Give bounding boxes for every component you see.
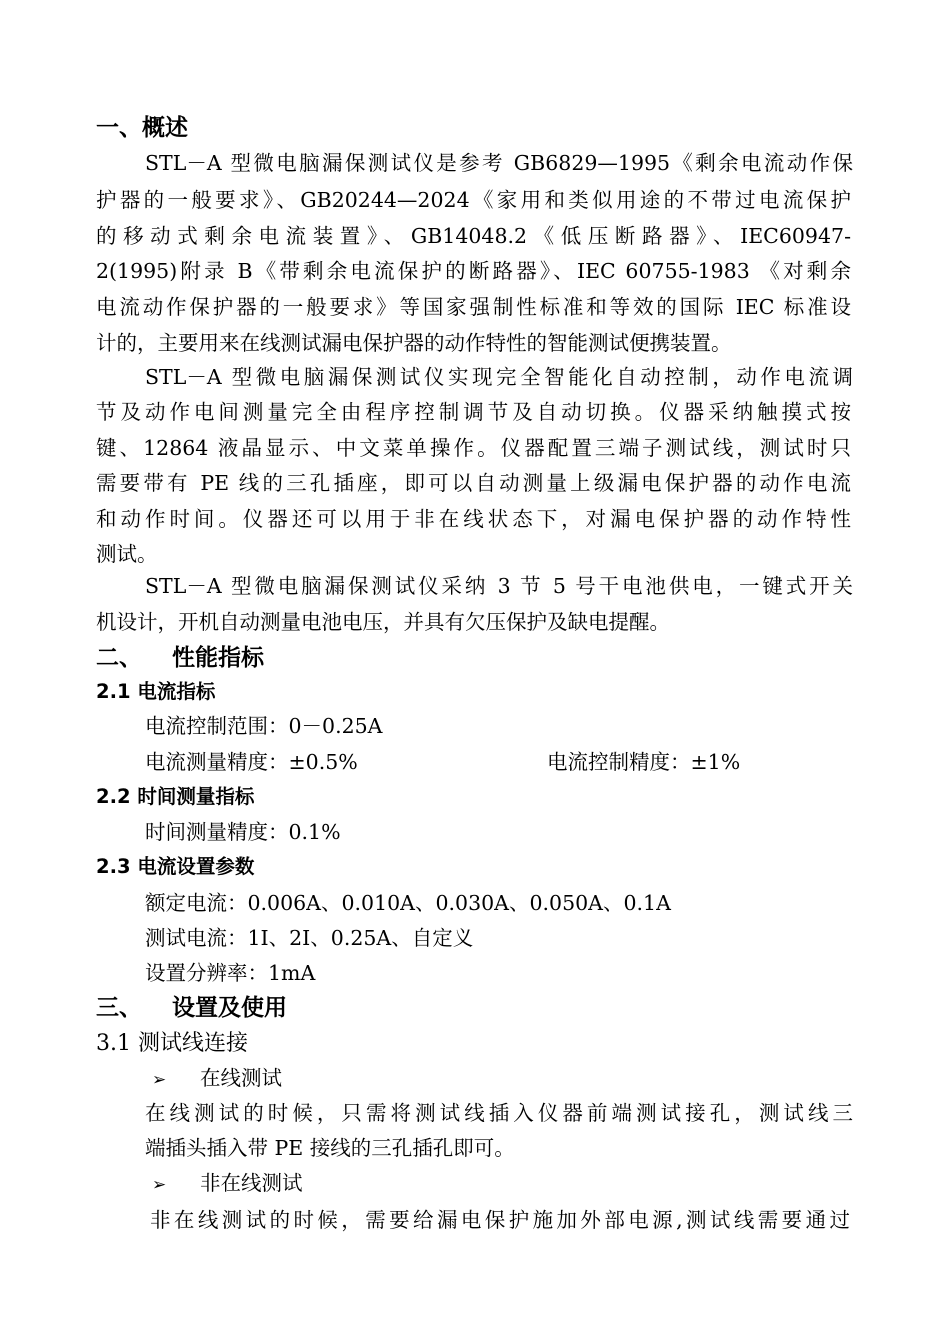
section-1-heading: 一、概述 (96, 115, 188, 141)
s1-p2-line-1: STL－A 型微电脑漏保测试仪实现完全智能化自动控制，动作电流调 (145, 365, 853, 389)
current-control-accuracy: 电流控制精度：±1% (547, 750, 741, 774)
bullet-online-test-label: 在线测试 (200, 1066, 282, 1090)
s1-p2-line-2: 节及动作电间测量完全由程序控制调节及自动切换。仪器采纳触摸式按 (96, 400, 851, 424)
time-measure-accuracy: 时间测量精度：0.1% (145, 820, 341, 844)
subsection-3-1-heading: 3.1 测试线连接 (96, 1031, 248, 1056)
bullet-offline-test (152, 1169, 303, 1199)
setting-resolution: 设置分辨率：1mA (145, 961, 316, 985)
s1-p1-line-1: STL－A 型微电脑漏保测试仪是参考 GB6829—1995《剩余电流动作保 (145, 151, 853, 175)
s1-p3-line-2: 机设计，开机自动测量电池电压，并具有欠压保护及缺电提醒。 (96, 610, 670, 634)
section-2-heading (96, 644, 264, 672)
s1-p1-line-3: 的移动式剩余电流装置》、GB14048.2《低压断路器》、IEC60947- (96, 224, 851, 248)
arrow-bullet-icon: ➢ (152, 1175, 167, 1195)
subsection-2-1-heading: 2.1 电流指标 (96, 680, 216, 703)
section-3-number: 三、 (96, 995, 142, 1021)
section-2-title: 性能指标 (172, 645, 264, 671)
current-control-range: 电流控制范围：0－0.25A (145, 714, 383, 738)
s1-p1-line-4: 2(1995)附录 B《带剩余电流保护的断路器》、IEC 60755-1983 《对剩余 (96, 259, 851, 283)
bullet-offline-test-label: 非在线测试 (200, 1171, 303, 1195)
subsection-2-3-heading: 2.3 电流设置参数 (96, 855, 255, 878)
current-measure-accuracy: 电流测量精度：±0.5% (145, 750, 358, 774)
section-3-title: 设置及使用 (172, 995, 287, 1021)
test-current: 测试电流：1I、2I、0.25A、自定义 (145, 926, 474, 950)
subsection-2-2-heading: 2.2 时间测量指标 (96, 785, 255, 808)
offline-test-line-1: 非在线测试的时候，需要给漏电保护施加外部电源,测试线需要通过 (150, 1208, 850, 1232)
s1-p1-line-6: 计的，主要用来在线测试漏电保护器的动作特性的智能测试便携装置。 (96, 331, 732, 355)
s1-p2-line-5: 和动作时间。仪器还可以用于非在线状态下，对漏电保护器的动作特性 (96, 507, 851, 531)
rated-current: 额定电流：0.006A、0.010A、0.030A、0.050A、0.1A (145, 891, 671, 915)
section-2-number: 二、 (96, 645, 142, 671)
s1-p2-line-4: 需要带有 PE 线的三孔插座，即可以自动测量上级漏电保护器的动作电流 (96, 471, 851, 495)
s1-p1-line-5: 电流动作保护器的一般要求》等国家强制性标准和等效的国际 IEC 标准设 (96, 295, 851, 319)
online-test-line-2: 端插头插入带 PE 接线的三孔插孔即可。 (145, 1136, 515, 1160)
arrow-bullet-icon: ➢ (152, 1070, 167, 1090)
s1-p1-line-2: 护器的一般要求》、GB20244—2024《家用和类似用途的不带过电流保护 (96, 188, 851, 212)
s1-p2-line-6: 测试。 (96, 542, 158, 566)
s1-p3-line-1: STL－A 型微电脑漏保测试仪采纳 3 节 5 号干电池供电，一键式开关 (145, 574, 853, 598)
section-3-heading (96, 994, 287, 1022)
s1-p2-line-3: 键、12864 液晶显示、中文菜单操作。仪器配置三端子测试线，测试时只 (96, 436, 851, 460)
online-test-line-1: 在线测试的时候，只需将测试线插入仪器前端测试接孔，测试线三 (145, 1101, 853, 1125)
bullet-online-test (152, 1064, 282, 1094)
